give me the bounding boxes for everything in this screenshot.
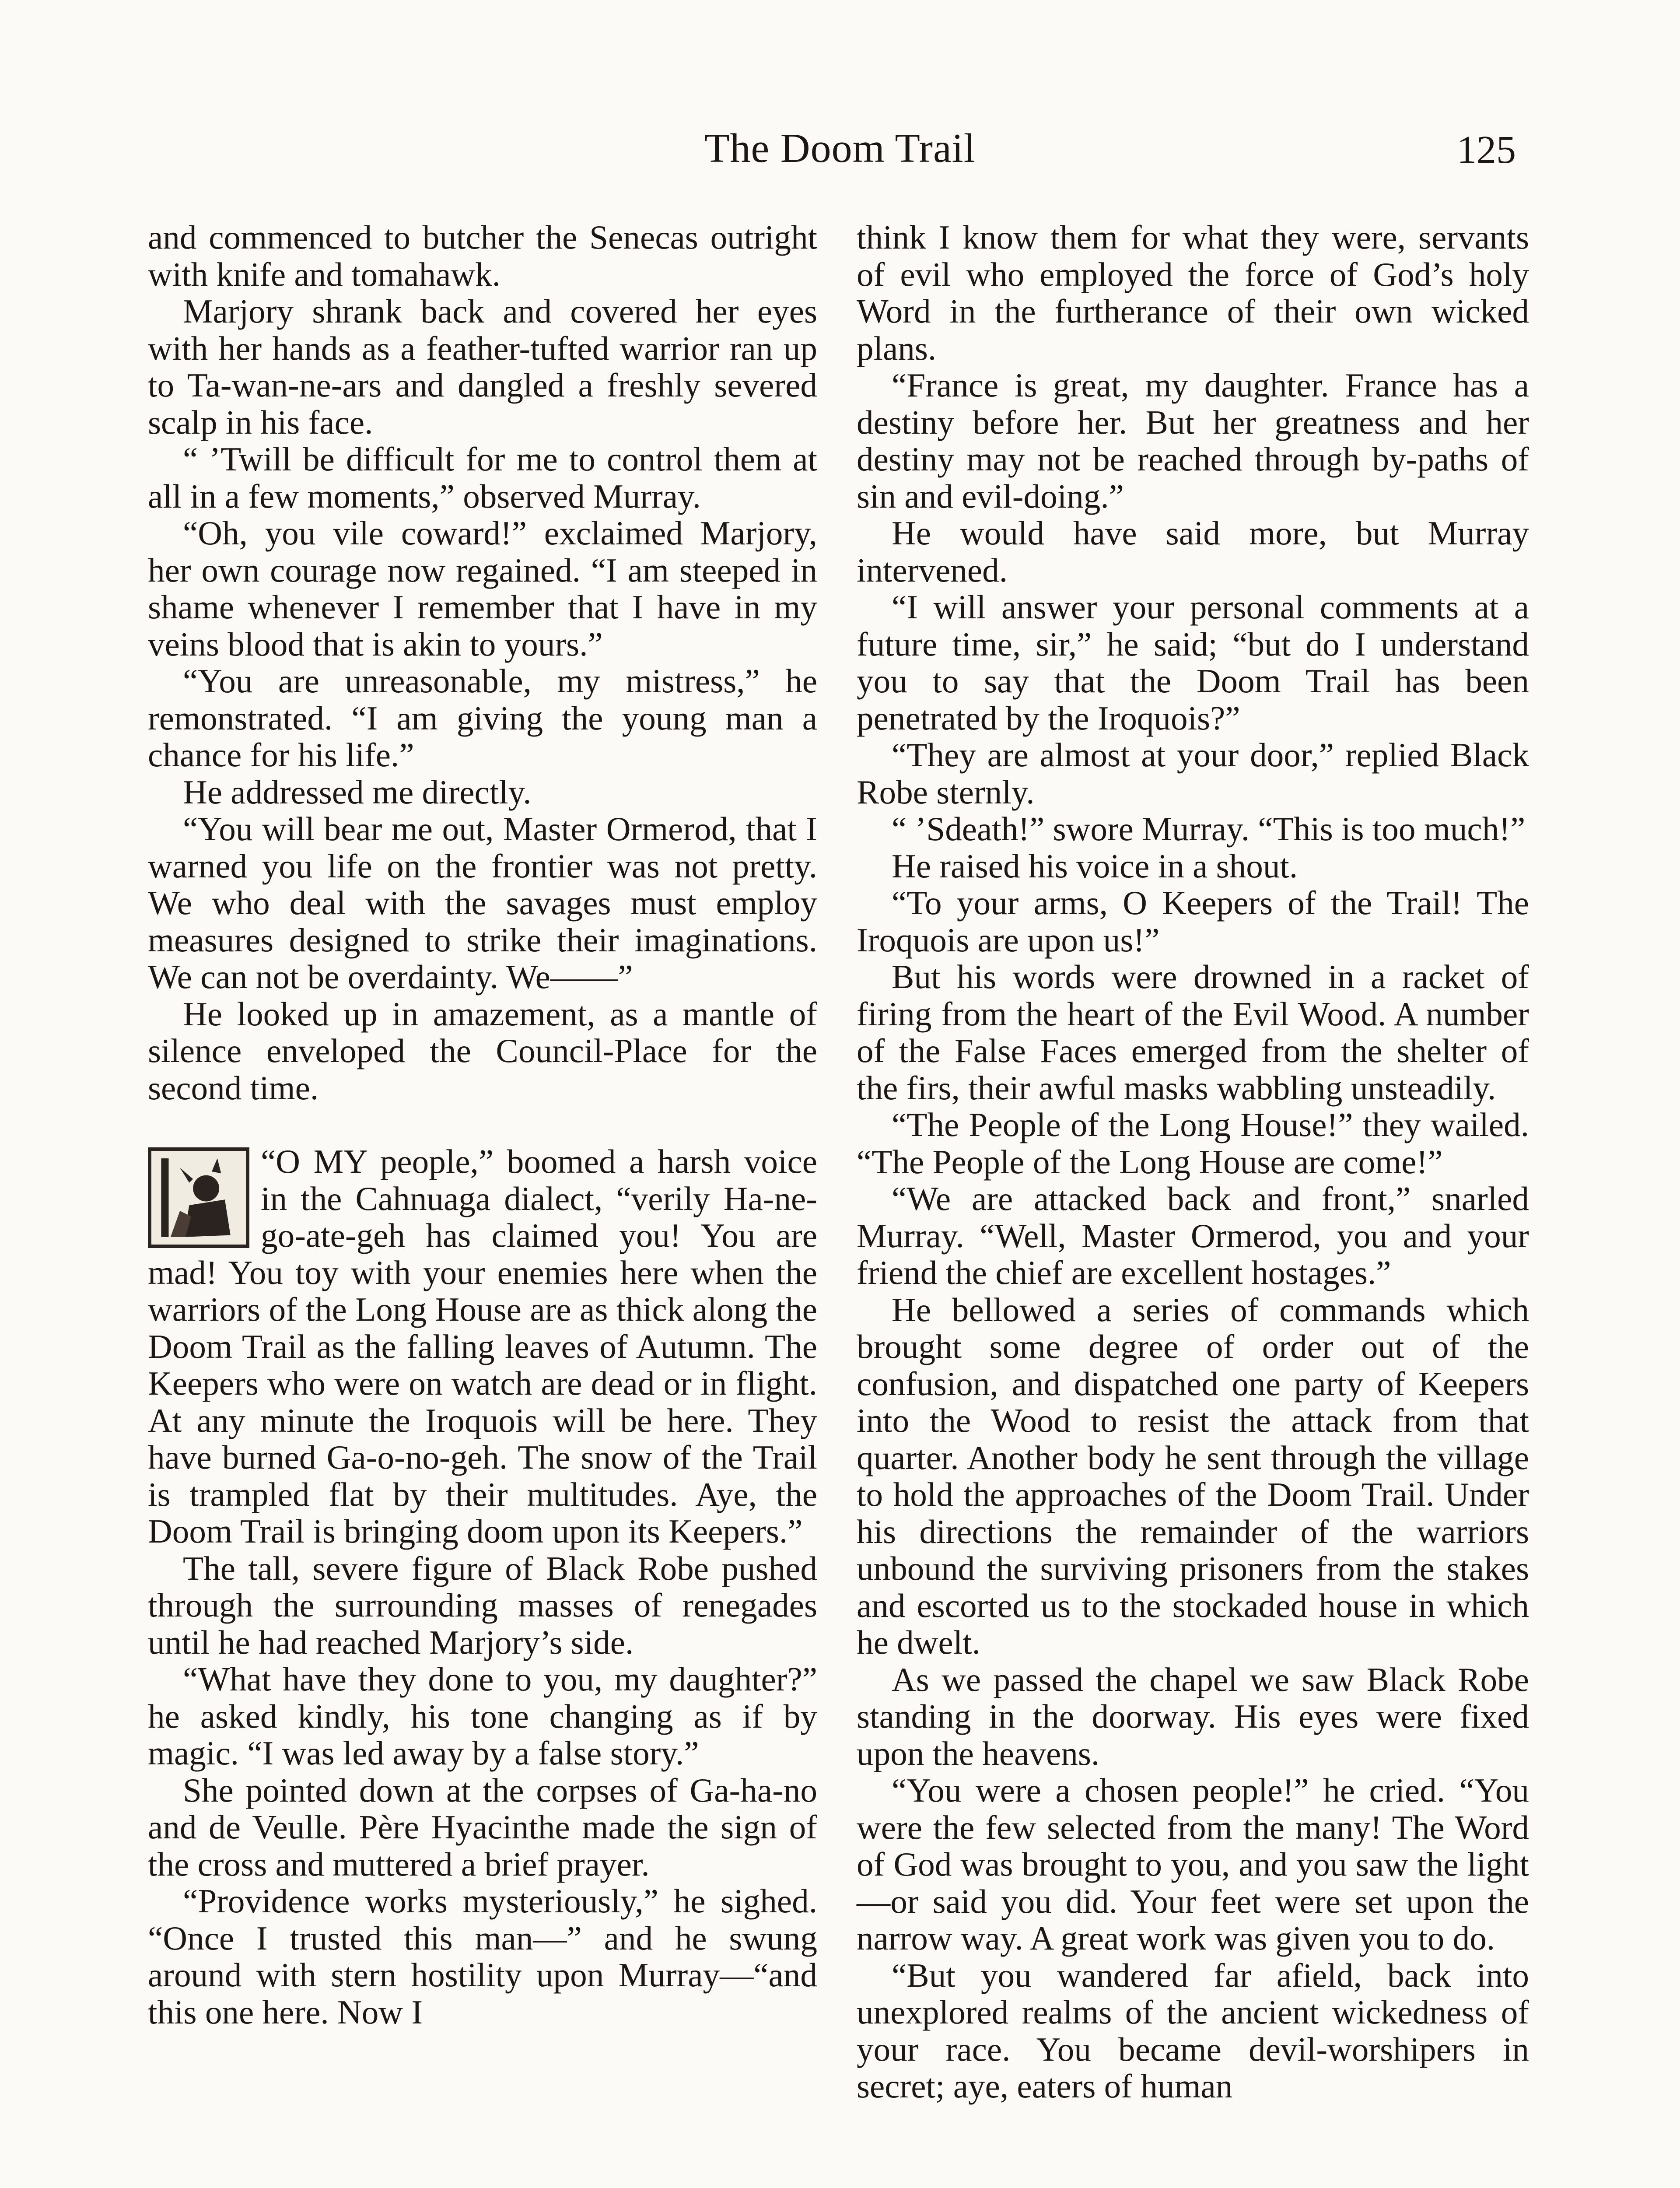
page-number: 125 [1457, 128, 1516, 172]
paragraph: “ ’Sdeath!” swore Murray. “This is too much!” [892, 810, 1526, 848]
paragraph: “To your arms, O Keepers of the Trail! The Iroquois are upon us!” [857, 884, 1529, 959]
paragraph: “We are attacked back and front,” snarled Murray. “Well, Master Ormerod, you and your friend the chief are excellent hostages.” [857, 1180, 1529, 1291]
section-opening-paragraph [148, 1143, 817, 1550]
paragraph: He would have said more, but Murray intervened. [857, 514, 1529, 589]
paragraph: “Providence works mysteriously,” he sighed. “Once I trusted this man—” and he swung around with stern hostility upon Murray—“and this one here. Now I [148, 1882, 817, 2031]
running-title: The Doom Trail [704, 126, 976, 171]
paragraph: “They are almost at your door,” replied Black Robe sternly. [857, 736, 1529, 811]
paragraph: “ ’Twill be difficult for me to control them at all in a few moments,” observed Murray. [148, 440, 817, 515]
paragraph: “You were a chosen people!” he cried. “You were the few selected from the many! The Word of God was brought to you, and you saw the light—or said you did. Your feet were set upon the narrow way. A great work was given you to do. [857, 1771, 1529, 1957]
paragraph: But his words were drowned in a racket of firing from the heart of the Evil Wood. A number of the False Faces emerged from the shelter of the firs, their awful masks wabbling unsteadily. [857, 958, 1529, 1107]
decorative-initial-image [148, 1147, 249, 1248]
left-text-column [148, 219, 817, 2030]
paragraph: He looked up in amazement, as a mantle of silence enveloped the Council-Place for the second time. [148, 995, 817, 1107]
paragraph: “You are unreasonable, my mistress,” he remonstrated. “I am giving the young man a chance for his life.” [148, 662, 817, 774]
paragraph: “You will bear me out, Master Ormerod, that I warned you life on the frontier was not pretty. We who deal with the savages must employ measures designed to strike their imaginations. We can not be overdainty. We——” [148, 810, 817, 996]
paragraph: He raised his voice in a shout. [892, 847, 1298, 885]
paragraph: She pointed down at the corpses of Ga-ha-no and de Veulle. Père Hyacinthe made the sign of the cross and muttered a brief prayer. [148, 1771, 817, 1883]
paragraph: He bellowed a series of commands which brought some degree of order out of the confusion, and dispatched one party of Keepers into the Wood to resist the attack from that quarter. Another body he sent through the village to hold the approaches of the Doom Trail. Under his directions the remainder of the warriors unbound the surviving prisoners from the stakes and escorted us to the stockaded house in which he dwelt. [857, 1290, 1529, 1661]
paragraph: “But you wandered far afield, back into unexplored realms of the ancient wickedness of your race. You became devil-worshipers in secret; aye, eaters of human [857, 1956, 1529, 2105]
paragraph: He addressed me directly. [183, 773, 532, 811]
paragraph: The tall, severe figure of Black Robe pushed through the surrounding masses of renegades until he had reached Marjory’s side. [148, 1549, 817, 1661]
section-opening-text: “O MY people,” boomed a harsh voice in the Cahnuaga dialect, “verily Ha-ne-go-ate-geh has claimed you! You are mad! You toy with your enemies here when the warriors of the Long House are as thick along the Doom Trail as the falling leaves of Autumn. The Keepers who were on watch are dead or in flight. At any minute the Iroquois will be here. They have burned Ga-o-no-geh. The snow of the Trail is trampled flat by their multitudes. Aye, the Doom Trail is bringing doom upon its Keepers.” [148, 1143, 817, 1550]
paragraph: Marjory shrank back and covered her eyes with her hands as a feather-tufted warrior ran up to Ta-wan-ne-ars and dangled a freshly severed scalp in his face. [148, 292, 817, 441]
paragraph: “France is great, my daughter. France has a destiny before her. But her greatness and her destiny may not be reached through by-paths of sin and evil-doing.” [857, 366, 1529, 515]
section-break [148, 1106, 817, 1143]
paragraph: “The People of the Long House!” they wailed. “The People of the Long House are come!” [857, 1106, 1529, 1181]
running-header [0, 125, 1680, 190]
paragraph: think I know them for what they were, servants of evil who employed the force of God’s holy Word in the furtherance of their own wicked plans. [857, 218, 1529, 367]
paragraph: “What have they done to you, my daughter?” he asked kindly, his tone changing as if by magic. “I was led away by a false story.” [148, 1660, 817, 1772]
figure-illustration-icon [151, 1151, 246, 1245]
right-text-column [857, 219, 1529, 2105]
paragraph: As we passed the chapel we saw Black Robe standing in the doorway. His eyes were fixed upon the heavens. [857, 1660, 1529, 1772]
paragraph: “Oh, you vile coward!” exclaimed Marjory, her own courage now regained. “I am steeped in shame whenever I remember that I have in my veins blood that is akin to yours.” [148, 514, 817, 663]
paragraph: and commenced to butcher the Senecas outright with knife and tomahawk. [148, 218, 817, 293]
paragraph: “I will answer your personal comments at a future time, sir,” he said; “but do I understand you to say that the Doom Trail has been penetrated by the Iroquois?” [857, 588, 1529, 737]
